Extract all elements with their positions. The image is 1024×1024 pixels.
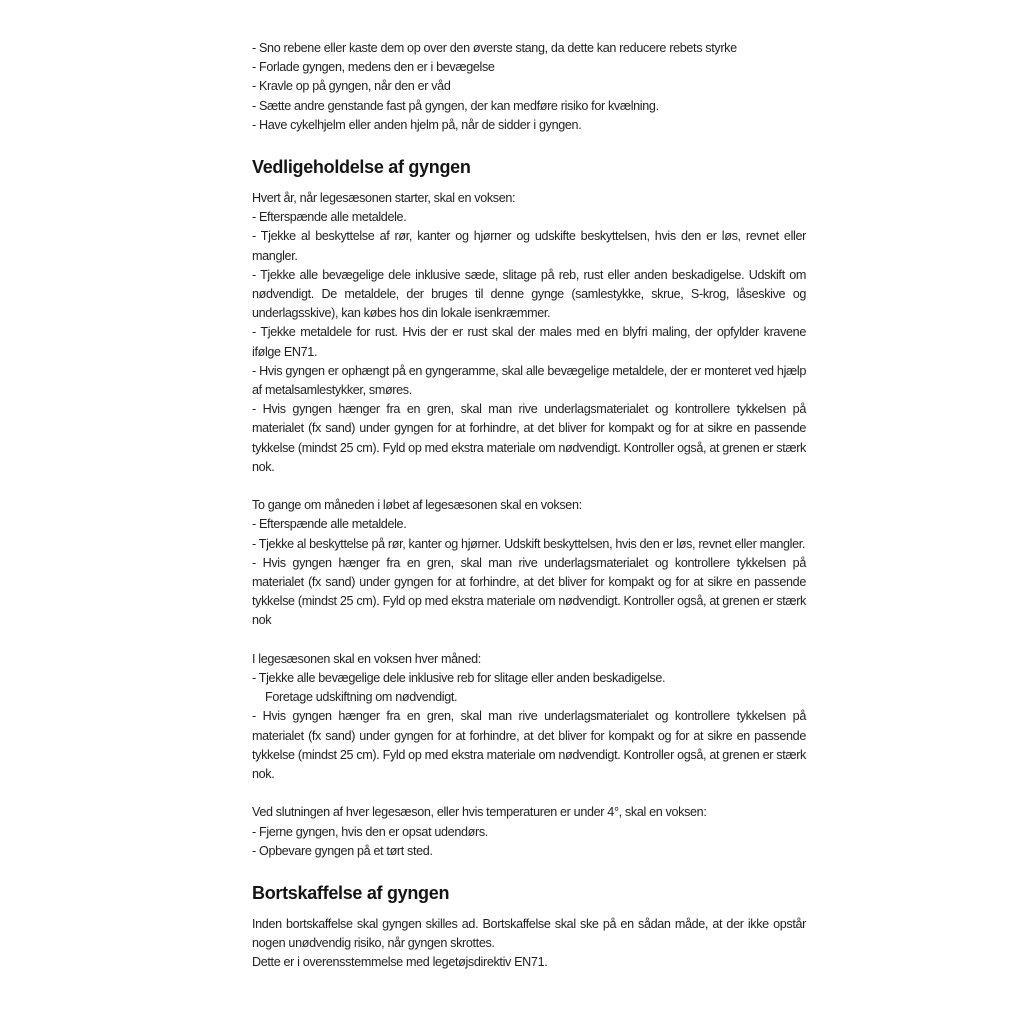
- paragraph: I legesæsonen skal en voksen hver måned:: [252, 651, 481, 666]
- paragraph: - Opbevare gyngen på et tørt sted.: [252, 843, 433, 858]
- paragraph: Hvert år, når legesæsonen starter, skal en voksen:: [252, 191, 516, 206]
- sections: [252, 155, 806, 973]
- paragraph-group: [252, 650, 806, 784]
- list-item: - Kravle op på gyngen, når den er våd: [252, 79, 451, 94]
- paragraph: Dette er i overensstemmelse med legetøjsdirektiv EN71.: [252, 955, 548, 970]
- paragraph: - Efterspænde alle metaldele.: [252, 210, 407, 225]
- paragraph: - Hvis gyngen hænger fra en gren, skal man rive underlagsmaterialet og kontrollere tykkelsen på materialet (fx sand) under gyngen for at forhindre, at det bliver for kompakt og for at sikre en passende tykkelse (mindst 25 cm). Fyld op med ekstra materiale om nødvendigt. Kontroller også, at grenen er stærk nok.: [252, 709, 806, 782]
- page-content: [252, 39, 806, 973]
- paragraph: Inden bortskaffelse skal gyngen skilles ad. Bortskaffelse skal ske på en sådan måde, at der ikke opstår nogen unødvendig risiko, når gyngen skrottes.: [252, 917, 806, 951]
- paragraph: - Efterspænde alle metaldele.: [252, 517, 407, 532]
- paragraph: - Tjekke al beskyttelse af rør, kanter og hjørner og udskifte beskyttelsen, hvis den er løs, revnet eller mangler.: [252, 229, 806, 263]
- paragraph-group: [252, 915, 806, 973]
- list-item: - Have cykelhjelm eller anden hjelm på, når de sidder i gyngen.: [252, 117, 582, 132]
- paragraph: To gange om måneden i løbet af legesæsonen skal en voksen:: [252, 498, 582, 513]
- paragraph: - Tjekke alle bevægelige dele inklusive sæde, slitage på reb, rust eller anden beskadigelse. Udskift om nødvendigt. De metaldele, der bruges til denne gynge (samlestykke, skrue, S-krog, låseskive og underlagsskive), kan købes hos din lokale isenkræmmer.: [252, 267, 806, 321]
- document-section: [252, 881, 806, 973]
- paragraph: - Tjekke al beskyttelse på rør, kanter og hjørner. Udskift beskyttelsen, hvis den er løs, revnet eller mangler.: [252, 536, 806, 551]
- list-item: - Sætte andre genstande fast på gyngen, der kan medføre risiko for kvælning.: [252, 98, 659, 113]
- paragraph: - Hvis gyngen hænger fra en gren, skal man rive underlagsmaterialet og kontrollere tykkelsen på materialet (fx sand) under gyngen for at forhindre, at det bliver for kompakt og for at sikre en passende tykkelse (mindst 25 cm). Fyld op med ekstra materiale om nødvendigt. Kontroller også, at grenen er stærk nok: [252, 555, 806, 628]
- paragraph: - Fjerne gyngen, hvis den er opsat udendørs.: [252, 824, 488, 839]
- list-item: - Forlade gyngen, medens den er i bevægelse: [252, 60, 495, 75]
- intro-list: [252, 39, 806, 135]
- paragraph-group: [252, 496, 806, 630]
- paragraph: - Hvis gyngen hænger fra en gren, skal man rive underlagsmaterialet og kontrollere tykkelsen på materialet (fx sand) under gyngen for at forhindre, at det bliver for kompakt og for at sikre en passende tykkelse (mindst 25 cm). Fyld op med ekstra materiale om nødvendigt. Kontroller også, at grenen er stærk nok.: [252, 402, 806, 474]
- document-section: [252, 155, 806, 861]
- paragraph: Ved slutningen af hver legesæson, eller hvis temperaturen er under 4°, skal en voksen:: [252, 805, 707, 820]
- list-item: - Sno rebene eller kaste dem op over den øverste stang, da dette kan reducere rebets styrke: [252, 41, 737, 55]
- paragraph: - Tjekke alle bevægelige dele inklusive reb for slitage eller anden beskadigelse.: [252, 671, 666, 686]
- paragraph-group: [252, 803, 806, 861]
- section-heading: Bortskaffelse af gyngen: [252, 883, 450, 904]
- paragraph-group: [252, 189, 806, 477]
- paragraph: Foretage udskiftning om nødvendigt.: [265, 690, 458, 705]
- paragraph: - Hvis gyngen er ophængt på en gyngeramme, skal alle bevægelige metaldele, der er monteret ved hjælp af metalsamlestykker, smøres.: [252, 363, 806, 398]
- section-heading: Vedligeholdelse af gyngen: [252, 157, 471, 178]
- paragraph: - Tjekke metaldele for rust. Hvis der er rust skal der males med en blyfri maling, der opfylder kravene ifølge EN71.: [252, 325, 806, 359]
